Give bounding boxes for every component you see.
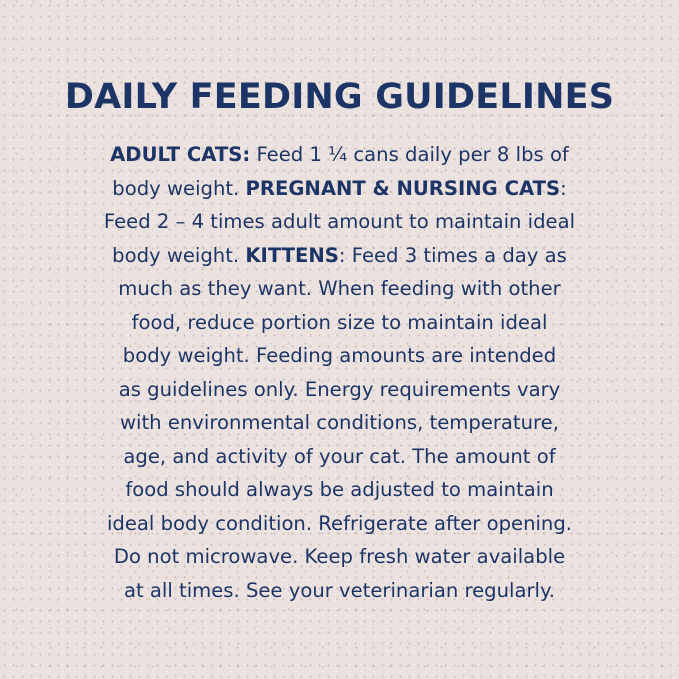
text-line: Feed 2 – 4 times adult amount to maintain ideal [103, 210, 576, 233]
adult-cats-text: Feed 1 ¼ cans daily per 8 lbs of [250, 143, 569, 166]
text-line: body weight. Feeding amounts are intended [122, 344, 557, 367]
kittens-text: : Feed 3 times a day as [338, 243, 567, 267]
text-line: food should always be adjusted to maintain [125, 478, 554, 501]
text-line: food, reduce portion size to maintain ideal [131, 310, 548, 334]
text-line: with environmental conditions, temperature, [120, 411, 559, 434]
page-title: DAILY FEEDING GUIDELINES [64, 77, 615, 117]
text-line: age, and activity of your cat. The amount of [123, 444, 556, 468]
text-line [60, 239, 620, 273]
adult-cats-label: ADULT CATS: [110, 143, 251, 166]
text-line: Do not microwave. Keep fresh water available [113, 545, 566, 568]
text-line: much as they want. When feeding with other [118, 277, 561, 300]
body-weight-text: body weight. [112, 176, 246, 200]
kittens-label: KITTENS [245, 243, 339, 267]
pregnant-nursing-label: PREGNANT & NURSING CATS [245, 176, 561, 200]
guidelines-paragraph [60, 138, 620, 607]
text-line [60, 138, 620, 172]
text-line [60, 172, 620, 206]
colon-text: : [560, 176, 567, 200]
text-line: as guidelines only. Energy requirements vary [118, 377, 561, 401]
body-weight-text: body weight. [112, 243, 246, 267]
text-line: ideal body condition. Refrigerate after opening. [106, 511, 573, 535]
text-line: at all times. See your veterinarian regularly. [123, 578, 555, 602]
